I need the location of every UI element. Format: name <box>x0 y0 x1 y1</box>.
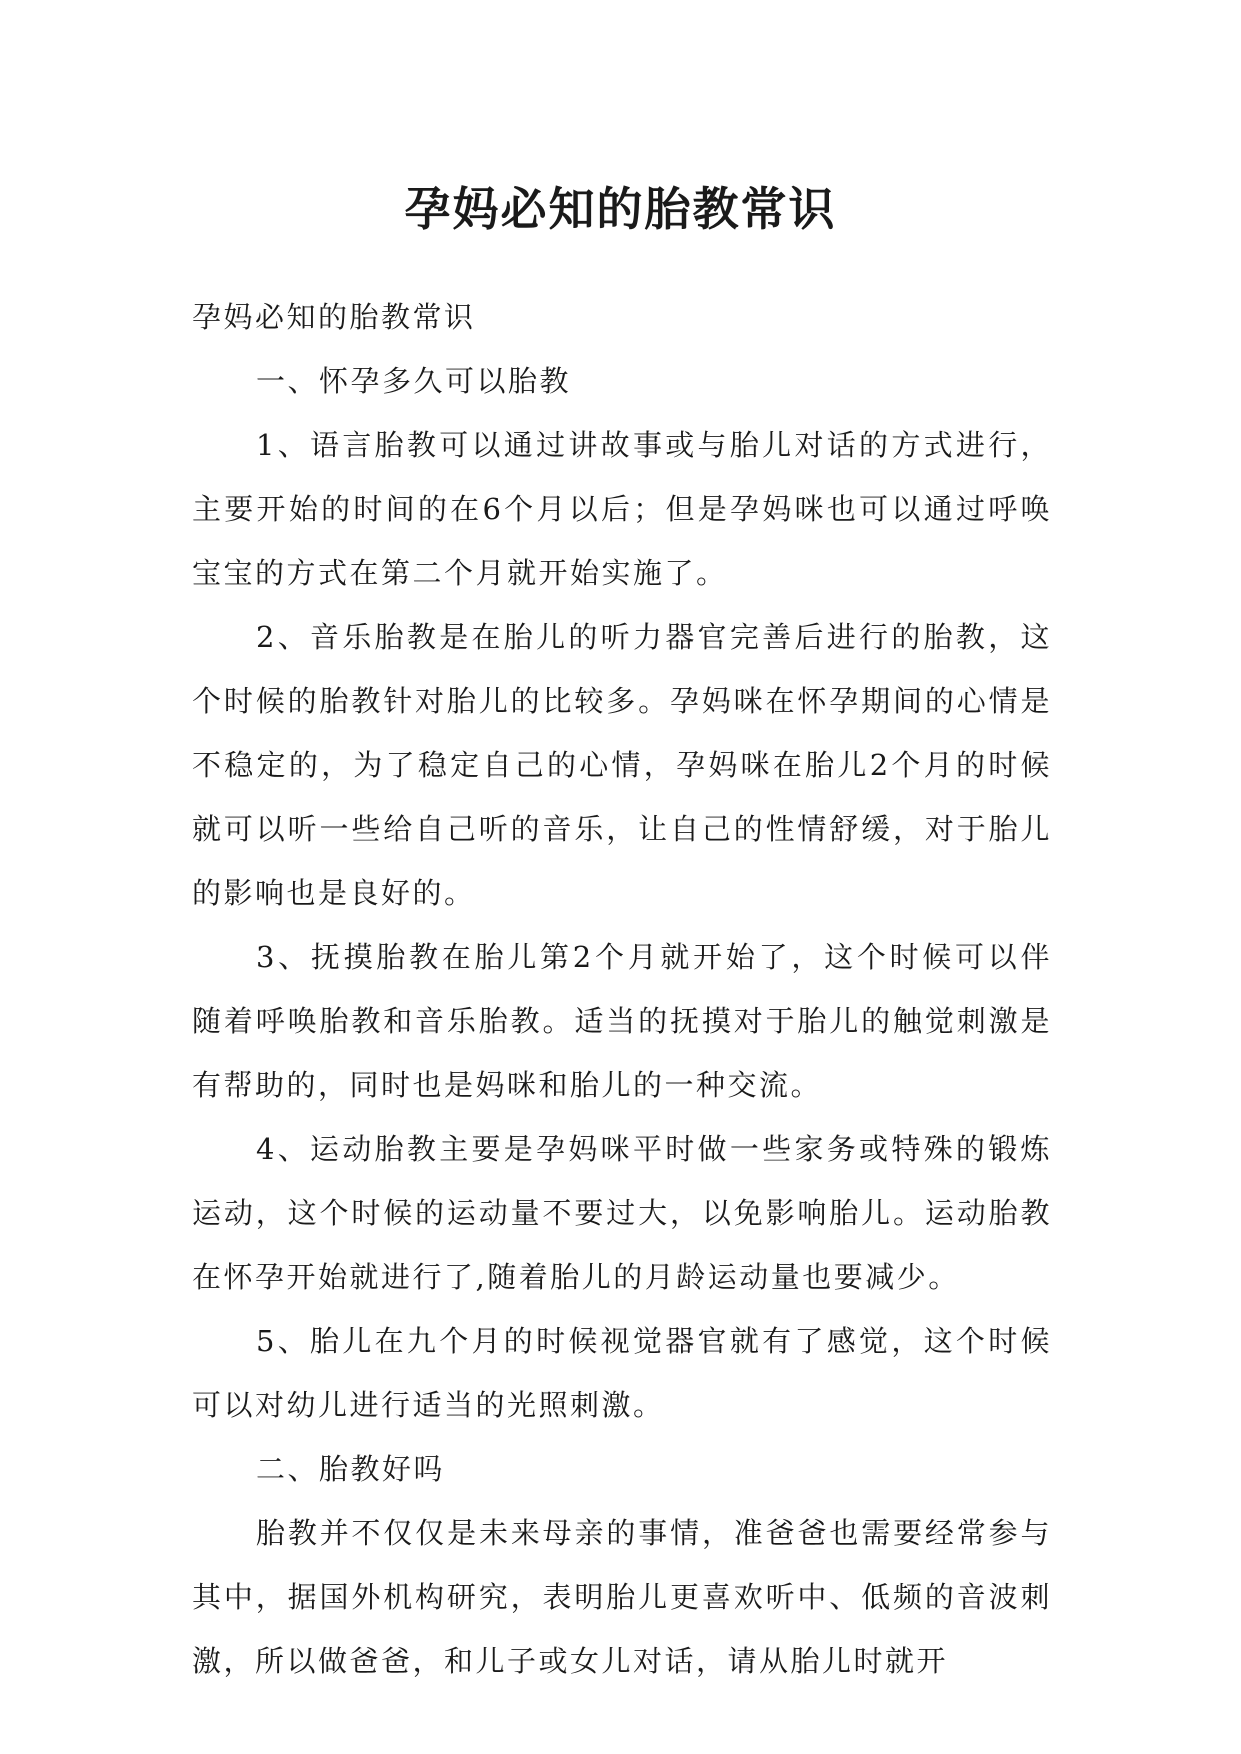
paragraph-light-education: 5、胎儿在九个月的时候视觉器官就有了感觉，这个时候可以对幼儿进行适当的光照刺激。 <box>192 1324 1052 1422</box>
section-heading-1: 一、怀孕多久可以胎教 <box>256 364 572 398</box>
paragraph-father-participation: 胎教并不仅仅是未来母亲的事情，准爸爸也需要经常参与其中，据国外机构研究，表明胎儿更喜欢听中、低频的音波刺激，所以做爸爸，和儿子或女儿对话，请从胎儿时就开 <box>192 1516 1052 1678</box>
document-title: 孕妈必知的胎教常识 <box>404 181 837 236</box>
paragraph-touch-education: 3、抚摸胎教在胎儿第2个月就开始了，这个时候可以伴随着呼唤胎教和音乐胎教。适当的抚摸对于胎儿的触觉刺激是有帮助的，同时也是妈咪和胎儿的一种交流。 <box>192 940 1052 1102</box>
paragraph-language-education: 1、语言胎教可以通过讲故事或与胎儿对话的方式进行，主要开始的时间的在6个月以后；但是孕妈咪也可以通过呼唤宝宝的方式在第二个月就开始实施了。 <box>192 428 1052 590</box>
document-body <box>192 285 1052 1693</box>
paragraph-music-education: 2、音乐胎教是在胎儿的听力器官完善后进行的胎教，这个时候的胎教针对胎儿的比较多。孕妈咪在怀孕期间的心情是不稳定的，为了稳定自己的心情，孕妈咪在胎儿2个月的时候就可以听一些给自己听的音乐，让自己的性情舒缓，对于胎儿的影响也是良好的。 <box>192 620 1052 910</box>
paragraph-exercise-education: 4、运动胎教主要是孕妈咪平时做一些家务或特殊的锻炼运动，这个时候的运动量不要过大，以免影响胎儿。运动胎教在怀孕开始就进行了,随着胎儿的月龄运动量也要减少。 <box>192 1132 1052 1294</box>
document-subtitle: 孕妈必知的胎教常识 <box>192 300 476 334</box>
section-heading-2: 二、胎教好吗 <box>256 1452 446 1486</box>
